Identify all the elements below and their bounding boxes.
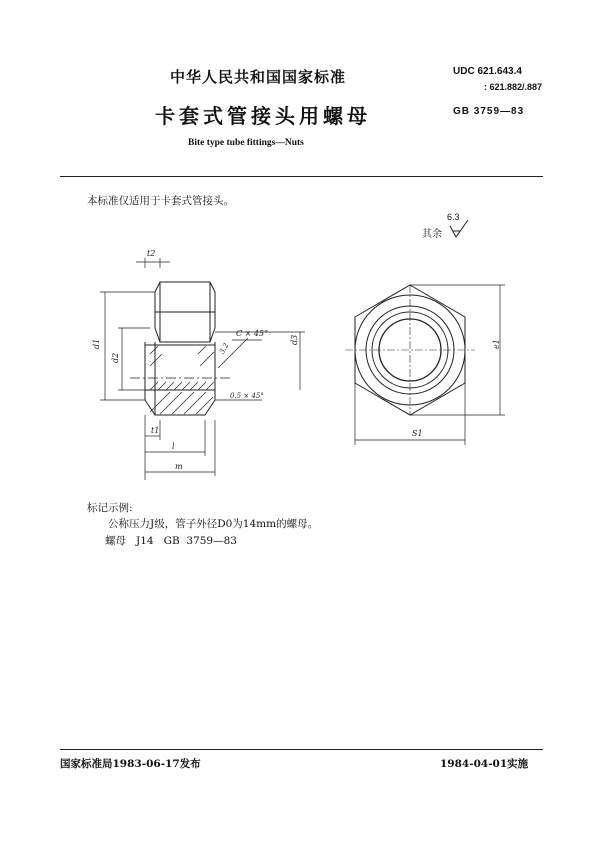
dim-t1-label: t1: [151, 426, 160, 435]
marking-example-designation: 螺母 J14 GB 3759—83: [105, 535, 237, 547]
dim-chamfer-05-label: 0.5 × 45°: [230, 392, 264, 400]
nut-technical-drawing: [0, 240, 600, 490]
udc-code: UDC 621.643.4: [453, 66, 522, 77]
marking-example-description: 公称压力J级，管子外径D0为14mm的螺母。: [108, 518, 319, 530]
udc-code-continuation: : 621.882/.887: [484, 82, 543, 92]
marking-example-heading: 标记示例:: [87, 502, 133, 514]
dim-3-2-label: 3.2: [218, 341, 231, 356]
roughness-symbol: [448, 220, 472, 240]
dim-m-label: m: [175, 462, 183, 471]
dim-e1-label: e1: [492, 339, 501, 349]
dim-d3-label: d3: [290, 334, 299, 345]
dim-d1-label: d1: [92, 338, 101, 349]
document-title-english: Bite type tube fittings—Nuts: [188, 138, 304, 148]
header-divider: [60, 176, 543, 177]
footer-divider: [60, 749, 543, 750]
roughness-rest-label: 其余: [422, 229, 442, 240]
dim-chamfer-c-label: C × 45°: [236, 329, 269, 338]
gb-standard-number: GB 3759—83: [453, 106, 525, 117]
dim-s1-label: S1: [412, 429, 423, 438]
dim-l-label: l: [172, 442, 175, 451]
effective-date: 1984-04-01实施: [440, 758, 529, 770]
issue-date: 国家标准局1983-06-17发布: [60, 758, 201, 770]
standard-body-heading: 中华人民共和国国家标准: [170, 68, 347, 86]
section-hatching: [150, 346, 214, 414]
dim-d2-label: d2: [111, 352, 120, 363]
roughness-value: 6.3: [447, 212, 460, 222]
document-title: 卡套式管接头用螺母: [155, 104, 371, 128]
scope-statement: 本标准仅适用于卡套式管接头。: [87, 195, 234, 207]
dim-t2-label: t2: [147, 249, 156, 258]
